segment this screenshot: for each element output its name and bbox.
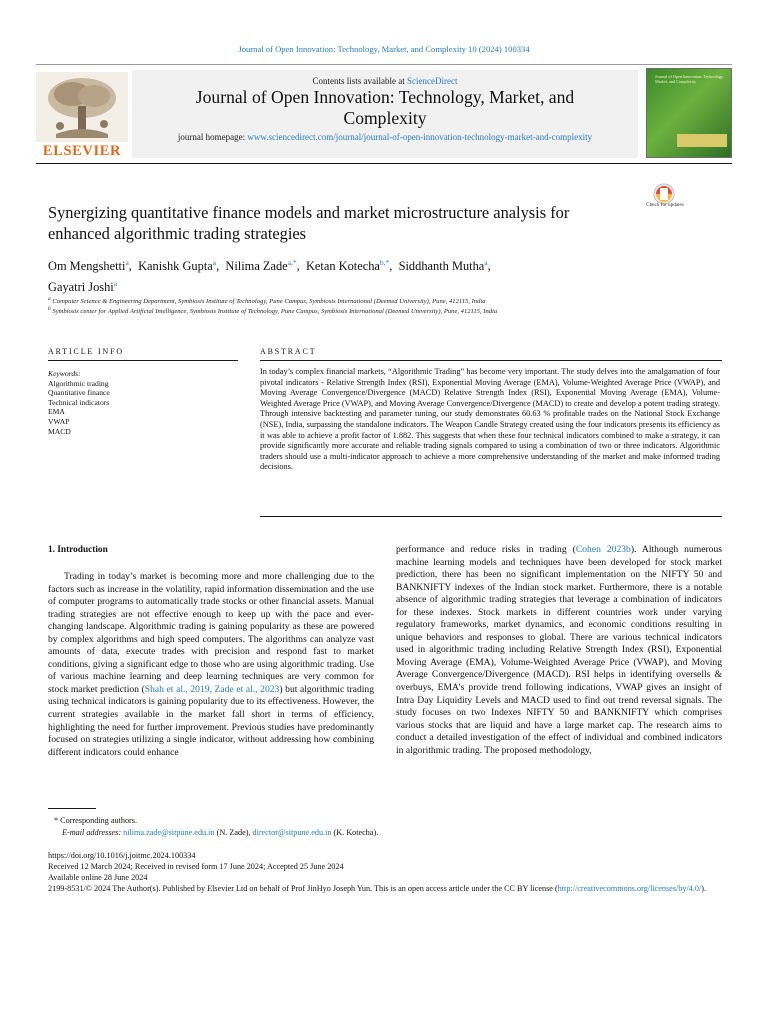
article-info-heading: ARTICLE INFO: [48, 347, 125, 356]
author-affiliation-marker[interactable]: a: [113, 279, 118, 289]
affiliation-a: [48, 296, 728, 305]
keyword-item: Quantitative finance: [48, 388, 110, 398]
license-link[interactable]: http://creativecommons.org/licenses/by/4.0/: [557, 884, 702, 893]
email-owner: (N. Zade),: [214, 828, 253, 837]
abstract-heading: ABSTRACT: [260, 347, 317, 356]
email-owner: (K. Kotecha).: [331, 828, 379, 837]
contents-available: [132, 76, 638, 86]
publisher-name: ELSEVIER: [42, 143, 122, 159]
keyword-item: EMA: [48, 407, 65, 417]
available-online: Available online 28 June 2024: [48, 873, 148, 882]
received-dates: Received 12 March 2024; Received in revised form 17 June 2024; Accepted 25 June 2024: [48, 862, 344, 871]
author-list: Om Mengshetti$^a$, Kanishk Gupta$^a$, Nilima Zade$^{a,*}$, Ketan Kotecha$^{b,*}$, Siddhanth Mutha$^a$, Gayatri Joshi$^a$: [48, 258, 491, 295]
author-name: Om Mengshetti: [48, 259, 126, 274]
citation-link[interactable]: Cohen 2023b: [575, 544, 631, 555]
journal-cover-thumbnail[interactable]: [646, 68, 732, 158]
article-info-rule: [48, 360, 238, 361]
author-name: Ketan Kotecha: [305, 259, 380, 274]
abstract-bottom-rule: [260, 516, 722, 517]
author-affiliation-marker[interactable]: a: [484, 258, 488, 267]
keyword-item: Technical indicators: [48, 397, 110, 407]
affiliation-marker: a: [48, 296, 51, 302]
corresponding-note: * Corresponding authors.: [54, 816, 138, 825]
citation-link[interactable]: Shah et al., 2019, Zade et al., 2023: [144, 683, 280, 695]
doi-link[interactable]: https://doi.org/10.1016/j.joitmc.2024.100334: [48, 851, 196, 860]
cover-band: [677, 134, 727, 147]
paper-title: Synergizing quantitative finance models and market microstructure analysis for enhanced algorithmic trading strategies: [48, 203, 570, 243]
author-name: Nilima Zade: [225, 259, 288, 274]
author-affiliation-marker[interactable]: a: [212, 258, 217, 267]
masthead-bottom-rule: [36, 163, 732, 164]
email-label: E-mail addresses:: [62, 828, 122, 837]
email-link[interactable]: director@sitpune.edu.in: [252, 828, 332, 837]
keyword-item: MACD: [48, 426, 71, 436]
journal-reference[interactable]: Journal of Open Innovation: Technology, Market, and Complexity 10 (2024) 100334: [238, 44, 530, 54]
author-name: Gayatri Joshi: [48, 280, 114, 295]
paragraph: [396, 544, 722, 757]
cover-title: Journal of Open Innovation: Technology, Market, and Complexity: [655, 74, 724, 84]
keywords-label: Keywords:: [48, 369, 81, 378]
check-for-updates-label[interactable]: Check for updates: [646, 202, 684, 208]
abstract-rule: [260, 360, 722, 361]
keyword-item: Algorithmic trading: [48, 378, 109, 388]
keywords-block: [48, 369, 228, 436]
author-name: Kanishk Gupta: [138, 259, 213, 274]
header-top-rule: [36, 64, 732, 65]
keyword-item: VWAP: [48, 416, 70, 426]
journal-title: Journal of Open Innovation: Technology, Market, and Complexity: [195, 87, 575, 128]
paragraph-text: performance and reduce risks in trading (: [396, 544, 576, 555]
copyright-end: ).: [701, 884, 707, 893]
homepage-link[interactable]: www.sciencedirect.com/journal/journal-of-open-innovation-technology-market-and-complexity: [247, 132, 593, 142]
author-affiliation-marker[interactable]: b,*: [379, 258, 390, 267]
check-for-updates-icon[interactable]: [646, 182, 682, 218]
copyright-notice: [48, 883, 722, 894]
journal-homepage: [150, 131, 620, 143]
paragraph-text: ). Although numerous machine learning models and techniques have been developed for stock market prediction, there has been no significant implementation on the NIFTY 50 and BANKNIFTY indexes of the Indian stock market. Furthermore, there is a notable absence of algorithmic trading strategies that leverage a combination of indicators for these indexes. Stock markets in different countries work under varying regulatory frameworks, market dynamics, and economic conditions resulting in unique behaviors and responses to global. There are various technical indicators used in algorithmic trading including Relative Strength Index (RSI), Exponential Moving Average (EMA), Volume-Weighted Average Price (VWAP), and Moving Average Convergence/Divergence (MACD). RSI helps in identifying oversells & overbuys, EMA’s provide trend following indications, VWAP gives an insight of Intra Day Liquidity Levels and MACD used to find out trend reversal signals. The study focuses on two Indexes NIFTY 50 and BANKNIFTY which comprises various stocks that are liquid and have a large market cap. The research aims to conduct a detailed investigation of the effect of individual and combined indicators in algorithmic trading. The proposed methodology,: [396, 544, 722, 756]
paragraph: [48, 571, 374, 759]
email-addresses: [62, 827, 378, 838]
affiliation-marker: b: [48, 306, 51, 312]
paragraph-text: Trading in today’s market is becoming more and more challenging due to the factors such as increase in the volatility, rapid information dissemination and the use of computer programs to automatically trade stocks or other financial assets. Manual trading strategies are not effective enough to keep up with the pace and ever-changing landscape. Algorithmic trading is gaining popularity as these are powered by complex algorithms and high speed computers. The algorithms can analyze vast amounts of data, execute trades with precision and respond fast to market conditions, giving a significant edge to those who are using algorithmic trading. Use of various machine learning and deep learning techniques are very common for stock market prediction (: [48, 571, 374, 695]
body-column-right: [396, 544, 722, 757]
contents-prefix: Contents lists available at: [312, 76, 407, 86]
footnote-rule: [48, 808, 96, 809]
affiliation-text: Computer Science & Engineering Department, Symbiosis Institute of Technology, Pune Campus, Symbiosis International (Deemed University), Pune, 412115, India: [52, 298, 486, 306]
affiliation-text: Symbiosis center for Applied Artificial Intelligence, Symbiosis Institute of Technology, Pune Campus, Symbiosis International (Deemed University), Pune, 412115, India: [52, 308, 498, 316]
email-link[interactable]: nilima.zade@sitpune.edu.in: [123, 828, 215, 837]
section-heading-introduction: 1. Introduction: [48, 545, 108, 555]
author-affiliation-marker[interactable]: a,*: [287, 258, 297, 267]
paragraph-text: ) but algorithmic trading using technical indicators is gaining popularity due to its effectiveness. However, the current strategies available in the market fall short in terms of efficiency, highlighting the need for further improvement. Previous studies have predominantly focused on strategies utilizing a single indicator, without addressing how combining different indicators could enhance: [48, 683, 374, 758]
sciencedirect-link[interactable]: ScienceDirect: [407, 76, 458, 86]
abstract-text: In today’s complex financial markets, “Algorithmic Trading” has become very important. The study delves into the amalgamation of four pivotal indicators - Relative Strength Index (RSI), Exponential Moving Average (EMA), Volume-Weighted Average Price (VWAP), and Moving Average Convergence/Divergence (MACD) Relative Strength Index (RSI), Exponential Moving Average (EMA), Volume-Weighted Average Price (VWAP), and Moving Average Convergence/Divergence (MACD) to create and develop a potent trading strategy. Through intensive backtesting and parameter tuning, our study demonstrates 60.63 % profitable trades on the National Stock Exchange (NSE), India, surpassing the standalone indicators. The Weapon Candle Strategy created using the four indicators presents its efficiency as it was able to achieve a profit factor of 1.882. This suggests that when these four technical indicators combined to make a strategy, it can provide significantly more accurate and reliable trading signals compared to using a combination of two or three indicators. Algorithmic traders should use a multi-indicator approach to achieve a more comprehensive understanding of the market and make informed trading decisions.: [260, 367, 720, 472]
author-affiliation-marker[interactable]: a: [125, 258, 129, 267]
body-column-left: [48, 571, 374, 759]
author-name: Siddhanth Mutha: [398, 259, 485, 274]
homepage-prefix: journal homepage:: [177, 132, 248, 142]
affiliation-b: [48, 306, 728, 315]
copyright-text: 2199-8531/© 2024 The Author(s). Published by Elsevier Ltd on behalf of Prof JinHyo Joseph Yun. This is an open access article under the CC BY license (: [48, 884, 558, 893]
